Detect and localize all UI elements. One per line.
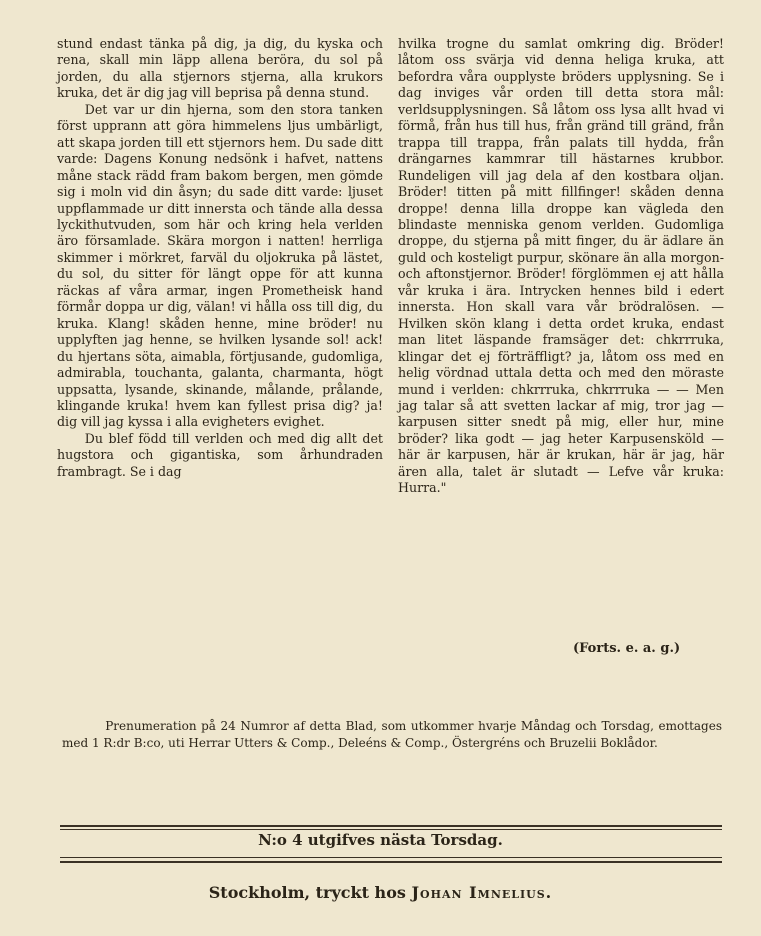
subscription-notice [62, 718, 722, 751]
left-column [57, 36, 383, 480]
continued-note: (Forts. e. a. g.) [573, 641, 681, 656]
top-double-rule-thin [60, 829, 722, 830]
printer-name: Johan Imnelius. [411, 883, 553, 902]
next-issue-note: N:o 4 utgifves nästa Torsdag. [258, 831, 503, 849]
imprint-prefix: Stockholm, tryckt hos [208, 883, 406, 902]
bottom-double-rule-thick [60, 861, 722, 863]
right-paragraph-1: hvilka trogne du samlat omkring dig. Bröder! låtom oss svärja vid denna heliga kruka, att befordra våra oupplyste bröders upplysning. Se i dag inviges vår orden till detta stora mål: verldsupplysningen. Så låtom oss lysa allt hvad vi förmå, från hus till hus, från gränd till gränd, från trappa till trappa, från palats till hydda, från drängarnes kammrar till hästarnes krubbor. Rundeligen vill jag dela af den kostbara oljan. Bröder! titten på mitt fillfinger! skåden denna droppe! denna lilla droppe kan vägleda den blindaste menniska genom verlden. Gudomliga droppe, du stjerna på mitt finger, du är ädlare än guld och kosteligt purpur, skönare än alla morgon- och aftonstjernor. Bröder! förglömmen ej att hålla vår kruka i ära. Intrycken hennes bild i edert innersta. Hon skall vara vår brödralösen. — Hvilken skön klang i detta ordet kruka, endast man litet läspande framsäger det: chkrrruka, klingar det ej förträffligt? ja, låtom oss med en helig vördnad uttala detta och med den möraste mund i verlden: chkrrruka, chkrrruka — — Men jag talar så att svetten lackar af mig, tror jag — karpusen sitter snedt på mig, eller hur, mine bröder? lika godt — jag heter Karpusensköld — här är karpusen, här är krukan, här är jag, här ären alla, talet är slutadt — Lefve vår kruka: Hurra." [398, 36, 724, 496]
left-paragraph-1: stund endast tänka på dig, ja dig, du kyska och rena, skall min läpp allena beröra, du sol på jorden, du alla stjernors stjerna, alla krukors kruka, det är dig jag vill beprisa på denna stund. [57, 36, 383, 101]
top-double-rule-thick [60, 825, 722, 827]
bottom-double-rule-thin [60, 857, 722, 858]
left-paragraph-2: Det var ur din hjerna, som den stora tanken först upprann att göra himmelens ljus umbärligt, att skapa jorden till ett stjernors hem. Du sade ditt varde: Dagens Konung nedsönk i hafvet, nattens måne stack rädd fram bakom bergen, men gömde sig i moln vid din åsyn; du sade ditt varde: ljuset uppflammade ur ditt innersta och tände alla dessa lyckithutvuden, som här och kring hela verlden äro församlade. Skära morgon i natten! herrliga skimmer i mörkret, farväl du oljokruka på lästet, du sol, du sitter för längt oppe för att kunna räckas af våra armar, ingen Prometheisk hand förmår doppa ur dig, välan! vi hålla oss till dig, du kruka. Klang! skåden henne, mine bröder! nu upplyften jag henne, se hvilken lysande sol! ack! du hjertans söta, aimabla, förtjusande, gudomliga, admirabla, touchanta, galanta, charmanta, högt uppsatta, lysande, skinande, målande, prålande, klingande kruka! hvem kan fyllest prisa dig? ja! dig vill jag kyssa i alla evigheters evighet. [57, 101, 383, 430]
imprint-line [0, 883, 761, 902]
right-column [398, 36, 724, 497]
subscription-text: Prenumeration på 24 Numror af detta Blad, som utkommer hvarje Måndag och Torsdag, emottages med 1 R:dr B:co, uti Herrar Utters & Comp., Deleéns & Comp., Östergréns och Bruzelii Boklådor. [62, 719, 722, 750]
left-paragraph-3: Du blef född till verlden och med dig allt det hugstora och gigantiska, som århundraden frambragt. Se i dag [57, 430, 383, 479]
